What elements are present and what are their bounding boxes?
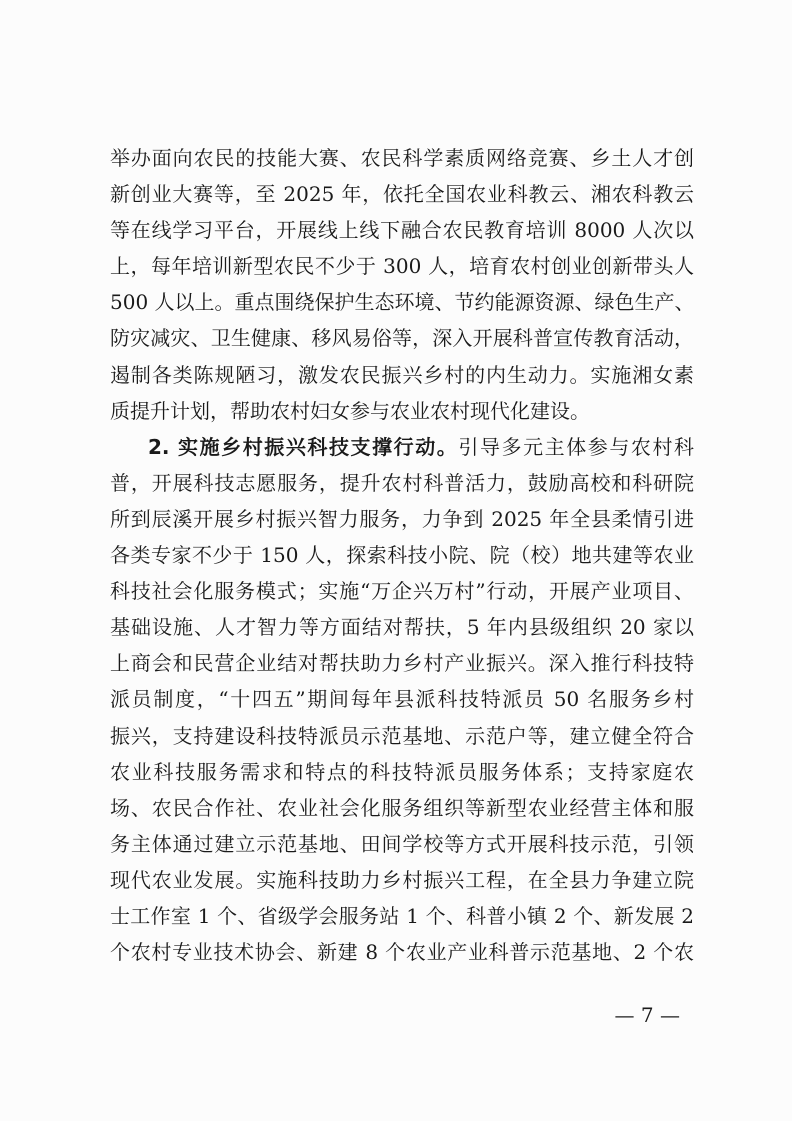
text-line: 务主体通过建立示范基地、田间学校等方式开展科技示范，引领 (110, 831, 694, 856)
body-text (110, 140, 694, 970)
text-line: 各类专家不少于 150 人，探索科技小院、院（校）地共建等农业 (110, 543, 694, 568)
text-line: 所到辰溪开展乡村振兴智力服务，力争到 2025 年全县柔情引进 (110, 506, 694, 531)
text-line: 农业科技服务需求和特点的科技特派员服务体系；支持家庭农 (110, 759, 694, 784)
section-heading-line (110, 429, 694, 465)
text-line: 遏制各类陈规陋习，激发农民振兴乡村的内生动力。实施湘女素 (110, 362, 694, 387)
text-line: 普，开展科技志愿服务，提升农村科普活力，鼓励高校和科研院 (110, 470, 694, 495)
text-line: 个农村专业技术协会、新建 8 个农业产业科普示范基地、2 个农 (110, 940, 694, 965)
text-line: 现代农业发展。实施科技助力乡村振兴工程，在全县力争建立院 (110, 867, 694, 892)
text-line: 举办面向农民的技能大赛、农民科学素质网络竞赛、乡土人才创 (110, 146, 694, 170)
page-number: — 7 — (614, 1003, 680, 1027)
section-heading: 2. 实施乡村振兴科技支撑行动。 (148, 434, 459, 459)
text-line: 等在线学习平台，开展线上线下融合农民教育培训 8000 人次以 (110, 218, 694, 243)
text-line: 基础设施、人才智力等方面结对帮扶，5 年内县级组织 20 家以 (110, 615, 694, 640)
text-line: 场、农民合作社、农业社会化服务组织等新型农业经营主体和服 (110, 795, 694, 820)
heading-line-rest: 引导多元主体参与农村科 (458, 434, 695, 459)
text-line: 上，每年培训新型农民不少于 300 人，培育农村创业创新带头人 (110, 254, 694, 279)
text-line: 500 人以上。重点围绕保护生态环境、节约能源资源、绿色生产、 (110, 290, 695, 315)
text-line: 新创业大赛等，至 2025 年，依托全国农业科教云、湘农科教云 (110, 182, 694, 207)
text-line: 科技社会化服务模式；实施“万企兴万村”行动，开展产业项目、 (110, 579, 694, 604)
text-line: 派员制度，“十四五”期间每年县派科技特派员 50 名服务乡村 (110, 687, 694, 712)
text-line: 质提升计划，帮助农村妇女参与农业农村现代化建设。 (110, 398, 590, 423)
text-line: 振兴，支持建设科技特派员示范基地、示范户等，建立健全符合 (110, 723, 694, 748)
text-line: 上商会和民营企业结对帮扶助力乡村产业振兴。深入推行科技特 (110, 651, 694, 676)
text-line: 士工作室 1 个、省级学会服务站 1 个、科普小镇 2 个、新发展 2 (110, 903, 694, 928)
text-line: 防灾减灾、卫生健康、移风易俗等，深入开展科普宣传教育活动， (110, 326, 694, 351)
